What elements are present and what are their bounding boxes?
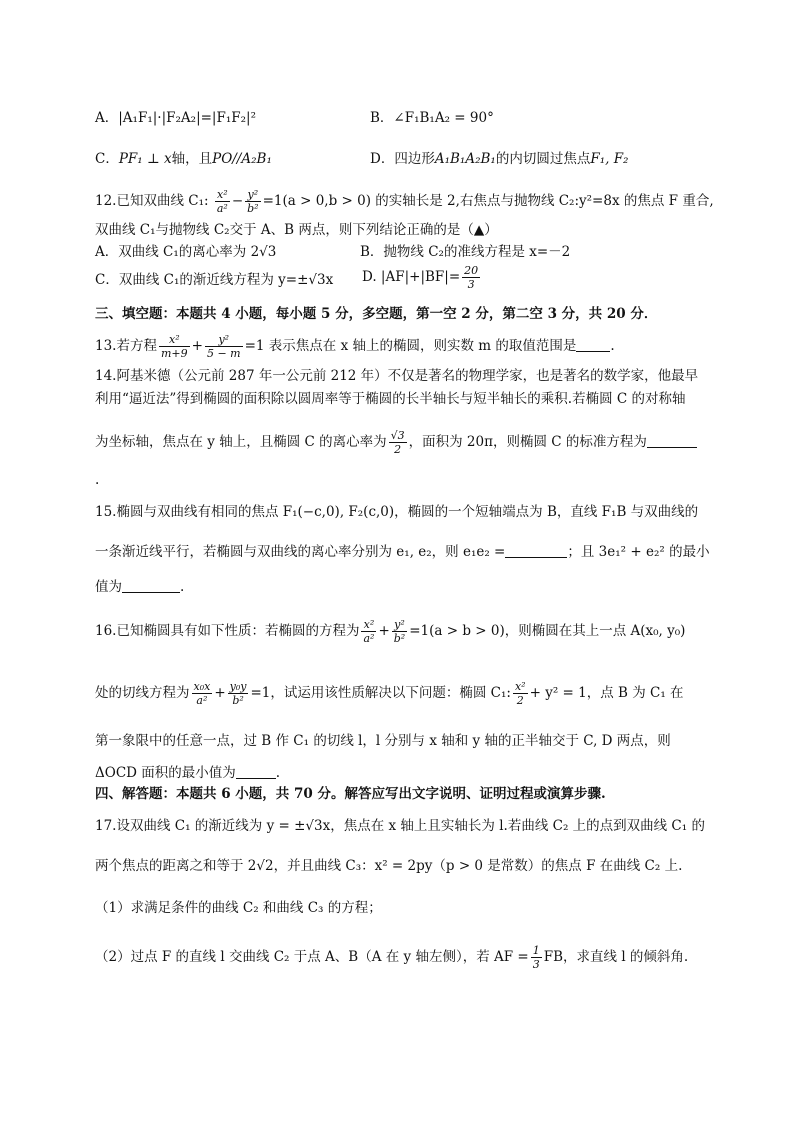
answer-blank[interactable] <box>576 337 610 352</box>
q17-part1: （1）求满足条件的曲线 C₂ 和曲线 C₃ 的方程； <box>95 900 382 916</box>
answer-blank[interactable] <box>236 764 276 779</box>
q14-line4: . <box>95 472 100 488</box>
q17-line1: 17.设双曲线 C₁ 的渐近线为 y = ±√3x，焦点在 x 轴上且实轴长为 l.若曲线 C₂ 上的点到双曲线 C₁ 的 <box>95 818 705 834</box>
fraction: $\frac{\text{x₀x}}{\text{a²}}$ <box>193 680 211 707</box>
q11-option-b: B．∠F₁B₁A₂ = 90° <box>370 110 494 126</box>
q14-line1: 14.阿基米德（公元前 287 年一公元前 212 年）不仅是著名的物理学家，也是著名的数学家，他最早 <box>95 368 699 384</box>
q12-option-c: C．双曲线 C₁的渐近线方程为 y=±√3x <box>95 272 334 288</box>
fraction: $\frac{\text{x²}}{\text{a²}}$ <box>216 188 228 215</box>
q13: 13.若方程 $\frac{\text{x²}}{m+9}$ + $\frac{\text{y²}}{5 - m}$ =1 表示焦点在 x 轴上的椭圆，则实数 m 的取值范围是 . <box>95 333 615 360</box>
fraction: $\frac{\text{x²}}{m+9}$ <box>160 333 188 360</box>
q12-stem-line1: 12.已知双曲线 C₁: $\frac{\text{x²}}{\text{a²}}$ − $\frac{\text{y²}}{\text{b²}}$ =1(a > 0,b > 0) 的实轴长是 2,右焦点与抛物线 C₂:y²=8x 的焦点 F 重合, <box>95 188 714 215</box>
q11-option-c: C．PF₁ ⊥ x轴，且PO//A₂B₁ <box>95 151 272 167</box>
q16-line2: 处的切线方程为 $\frac{\text{x₀x}}{\text{a²}}$ + $\frac{\text{y₀y}}{\text{b²}}$ =1，试运用该性质解决以下问题：椭圆 C₁: $\frac{\text{x²}}{2}$ + y² = 1，点 B 为 C₁ 在 <box>95 680 684 707</box>
fraction: $\frac{20}{3}$ <box>464 264 479 291</box>
fraction: $\frac{\text{y₀y}}{\text{b²}}$ <box>229 680 247 707</box>
q11-option-a: A．|A₁F₁|·|F₂A₂|=|F₁F₂|² <box>95 110 256 126</box>
q16-line4: ΔOCD 面积的最小值为 . <box>95 765 281 781</box>
fraction: $\frac{√3}{2}$ <box>390 429 405 456</box>
section-3-heading: 三、填空题：本题共 4 小题，每小题 5 分，多空题，第一空 2 分，第二空 3 分，共 20 分． <box>95 306 658 322</box>
section-4-heading: 四、解答题：本题共 6 小题，共 70 分。解答应写出文字说明、证明过程或演算步骤. <box>95 786 606 802</box>
q16-line1: 16.已知椭圆具有如下性质：若椭圆的方程为 $\frac{\text{x²}}{\text{a²}}$ + $\frac{\text{y²}}{\text{b²}}$ =1(a > b > 0)，则椭圆在其上一点 A(x₀, y₀) <box>95 618 686 645</box>
q12-stem-line2: 双曲线 C₁与抛物线 C₂交于 A、B 两点，则下列结论正确的是（▲） <box>95 222 498 238</box>
fraction: $\frac{\text{x²}}{\text{a²}}$ <box>363 618 375 645</box>
q16-line3: 第一象限中的任意一点，过 B 作 C₁ 的切线 l，l 分别与 x 轴和 y 轴的正半轴交于 C, D 两点，则 <box>95 733 671 749</box>
fraction: $\frac{\text{y²}}{5 - m}$ <box>206 333 241 360</box>
q17-part2: （2）过点 F 的直线 l 交曲线 C₂ 于点 A、B（A 在 y 轴左侧），若 AF = $\frac{1}{3}$ FB，求直线 l 的倾斜角. <box>95 944 689 971</box>
q12-option-d: D. |AF|+|BF|= $\frac{20}{3}$ <box>362 264 479 291</box>
answer-blank[interactable] <box>647 433 697 448</box>
q12-option-a: A．双曲线 C₁的离心率为 2√3 <box>95 244 277 260</box>
q14-line3: 为坐标轴，焦点在 y 轴上，且椭圆 C 的离心率为 $\frac{√3}{2}$ ，面积为 20π，则椭圆 C 的标准方程为 <box>95 429 697 456</box>
q15-line3: 值为 . <box>95 579 185 595</box>
q15-line1: 15.椭圆与双曲线有相同的焦点 F₁(−c,0), F₂(c,0)，椭圆的一个短轴端点为 B，直线 F₁B 与双曲线的 <box>95 504 699 520</box>
q11-option-d: D．四边形A₁B₁A₂B₁的内切圆过焦点F₁, F₂ <box>370 151 629 167</box>
q12-option-b: B．抛物线 C₂的准线方程是 x=－2 <box>360 244 571 260</box>
q14-line2: 利用“逼近法”得到椭圆的面积除以圆周率等于椭圆的长半轴长与短半轴长的乘积.若椭圆 C 的对称轴 <box>95 391 686 407</box>
fraction: $\frac{\text{x²}}{2}$ <box>514 680 526 707</box>
fraction: $\frac{\text{y²}}{\text{b²}}$ <box>393 618 406 645</box>
answer-blank[interactable] <box>505 543 567 558</box>
fraction: $\frac{\text{y²}}{\text{b²}}$ <box>247 188 259 215</box>
q15-line2: 一条渐近线平行，若椭圆与双曲线的离心率分别为 e₁, e₂，则 e₁e₂ = ；且 3e₁² + e₂² 的最小 <box>95 544 710 560</box>
answer-blank[interactable] <box>122 578 180 593</box>
fraction: $\frac{1}{3}$ <box>532 944 540 971</box>
q17-line2: 两个焦点的距离之和等于 2√2，并且曲线 C₃：x² = 2py（p > 0 是常数）的焦点 F 在曲线 C₂ 上. <box>95 858 683 874</box>
